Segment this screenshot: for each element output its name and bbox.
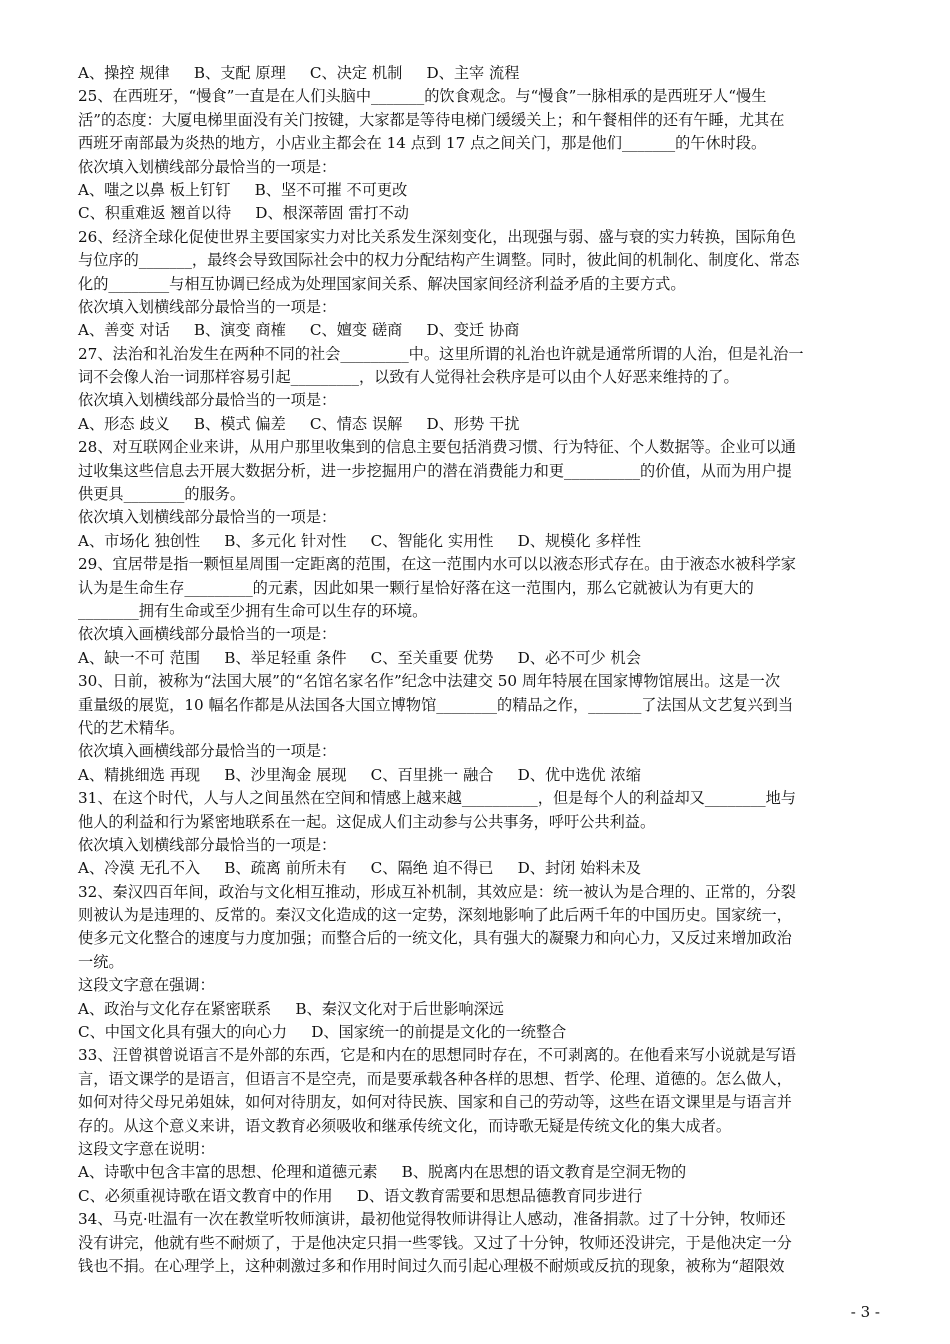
- text-line: 使多元文化整合的速度与力度加强；而整合后的一统文化，具有强大的凝聚力和向心力，又反过来增加政治: [78, 929, 792, 948]
- text-line: A、善变 对话 B、演变 商榷 C、嬗变 磋商 D、变迁 协商: [78, 321, 520, 340]
- text-line: 活”的态度：大厦电梯里面没有关门按键，大家都是等待电梯门缓缓关上；和午餐相伴的还有午睡，尤其在: [78, 110, 785, 129]
- text-line: 依次填入划横线部分最恰当的一项是：: [78, 508, 337, 527]
- text-line: 32、秦汉四百年间，政治与文化相互推动，形成互补机制，其效应是：统一被认为是合理的、正常的，分裂: [78, 882, 796, 901]
- text-line: 30、日前，被称为“法国大展”的“名馆名家名作”纪念中法建交 50 周年特展在国家博物馆展出。这是一次: [78, 672, 781, 691]
- text-line: A、精挑细选 再现 B、沙里淘金 展现 C、百里挑一 融合 D、优中选优 浓缩: [78, 765, 641, 784]
- text-line: 则被认为是违理的、反常的。秦汉文化造成的这一定势，深刻地影响了此后两千年的中国历史。国家统一，: [78, 906, 792, 925]
- text-line: 依次填入划横线部分最恰当的一项是：: [78, 157, 337, 176]
- text-line: 27、法治和礼治发生在两种不同的社会_________中。这里所谓的礼治也许就是通常所谓的人治，但是礼治一: [78, 344, 804, 363]
- text-line: 代的艺术精华。: [78, 718, 185, 737]
- text-line: A、缺一不可 范围 B、举足轻重 条件 C、至关重要 优势 D、必不可少 机会: [78, 648, 641, 667]
- text-line: 重量级的展览，10 幅名作都是从法国各大国立博物馆________的精品之作，_______了法国从文艺复兴到当: [78, 695, 794, 714]
- text-line: 认为是生命生存_________的元素，因此如果一颗行星恰好落在这一范围内，那么它就被认为有更大的: [78, 578, 754, 597]
- text-line: 33、汪曾祺曾说语言不是外部的东西，它是和内在的思想同时存在，不可剥离的。在他看来写小说就是写语: [78, 1046, 796, 1065]
- text-line: 依次填入划横线部分最恰当的一项是：: [78, 297, 337, 316]
- text-line: 26、经济全球化促使世界主要国家实力对比关系发生深刻变化，出现强与弱、盛与衰的实力转换，国际角色: [78, 227, 796, 246]
- text-line: 29、宜居带是指一颗恒星周围一定距离的范围，在这一范围内水可以以液态形式存在。由于液态水被科学家: [78, 555, 796, 574]
- text-line: 供更具________的服务。: [78, 485, 246, 504]
- text-line: 词不会像人治一词那样容易引起_________，以致有人觉得社会秩序是可以由个人好恶来维持的了。: [78, 368, 739, 387]
- text-line: A、市场化 独创性 B、多元化 针对性 C、智能化 实用性 D、规模化 多样性: [78, 531, 641, 550]
- text-line: C、积重难返 翘首以待 D、根深蒂固 雷打不动: [78, 204, 409, 223]
- text-line: C、必须重视诗歌在语文教育中的作用 D、语文教育需要和思想品德教育同步进行: [78, 1186, 643, 1205]
- text-line: 依次填入画横线部分最恰当的一项是：: [78, 742, 337, 761]
- text-line: 没有讲完，他就有些不耐烦了，于是他决定只捐一些零钱。又过了十分钟，牧师还没讲完，于是他决定一分: [78, 1233, 792, 1252]
- text-line: 西班牙南部最为炎热的地方，小店业主都会在 14 点到 17 点之间关门，那是他们_______的午休时段。: [78, 134, 767, 153]
- text-line: A、政治与文化存在紧密联系 B、秦汉文化对于后世影响深远: [78, 999, 504, 1018]
- document-body: [78, 62, 876, 1278]
- text-line: 25、在西班牙，“慢食”一直是在人们头脑中_______的饮食观念。与“慢食”一脉相承的是西班牙人“慢生: [78, 87, 767, 106]
- text-line: 过收集这些信息去开展大数据分析，进一步挖掘用户的潜在消费能力和更__________的价值，从而为用户提: [78, 461, 792, 480]
- text-line: ________拥有生命或至少拥有生命可以生存的环境。: [78, 601, 428, 620]
- text-line: A、诗歌中包含丰富的思想、伦理和道德元素 B、脱离内在思想的语文教育是空洞无物的: [78, 1163, 687, 1182]
- text-line: 化的________与相互协调已经成为处理国家间关系、解决国家间经济利益矛盾的主要方式。: [78, 274, 686, 293]
- text-line: A、形态 歧义 B、模式 偏差 C、情态 误解 D、形势 干扰: [78, 414, 520, 433]
- text-line: 依次填入画横线部分最恰当的一项是：: [78, 625, 337, 644]
- page-number: - 3 -: [850, 1303, 880, 1321]
- text-line: 这段文字意在说明：: [78, 1139, 215, 1158]
- text-line: A、操控 规律 B、支配 原理 C、决定 机制 D、主宰 流程: [78, 64, 520, 82]
- text-line: A、嗤之以鼻 板上钉钉 B、坚不可摧 不可更改: [78, 180, 408, 199]
- text-line: 一统。: [78, 952, 124, 971]
- text-line: 与位序的_______，最终会导致国际社会中的权力分配结构产生调整。同时，彼此间的机制化、制度化、常态: [78, 251, 800, 270]
- text-line: 存的。从这个意义来讲，语文教育必须吸收和继承传统文化，而诗歌无疑是传统文化的集大成者。: [78, 1116, 732, 1135]
- text-line: 28、对互联网企业来讲，从用户那里收集到的信息主要包括消费习惯、行为特征、个人数据等。企业可以通: [78, 438, 796, 457]
- text-line: 如何对待父母兄弟姐妹，如何对待朋友，如何对待民族、国家和自己的劳动等，这些在语文课里是与语言并: [78, 1093, 792, 1112]
- text-line: 34、马克·吐温有一次在教堂听牧师演讲，最初他觉得牧师讲得让人感动，准备捐款。过了十分钟，牧师还: [78, 1210, 786, 1229]
- text-line: 钱也不捐。在心理学上，这种刺激过多和作用时间过久而引起心理极不耐烦或反抗的现象，被称为“超限效: [78, 1256, 785, 1275]
- text-line: 31、在这个时代，人与人之间虽然在空间和情感上越来越__________，但是每个人的利益却又________地与: [78, 789, 796, 808]
- text-line: 他人的利益和行为紧密地联系在一起。这促成人们主动参与公共事务，呼吁公共利益。: [78, 812, 656, 831]
- text-line: 这段文字意在强调：: [78, 976, 215, 995]
- text-line: 言，语文课学的是语言，但语言不是空壳，而是要承载各种各样的思想、哲学、伦理、道德的。怎么做人，: [78, 1069, 792, 1088]
- text-line: 依次填入划横线部分最恰当的一项是：: [78, 391, 337, 410]
- text-line: A、冷漠 无孔不入 B、疏离 前所未有 C、隔绝 迫不得已 D、封闭 始料未及: [78, 859, 641, 878]
- text-line: 依次填入划横线部分最恰当的一项是：: [78, 835, 337, 854]
- text-line: C、中国文化具有强大的向心力 D、国家统一的前提是文化的一统整合: [78, 1023, 567, 1042]
